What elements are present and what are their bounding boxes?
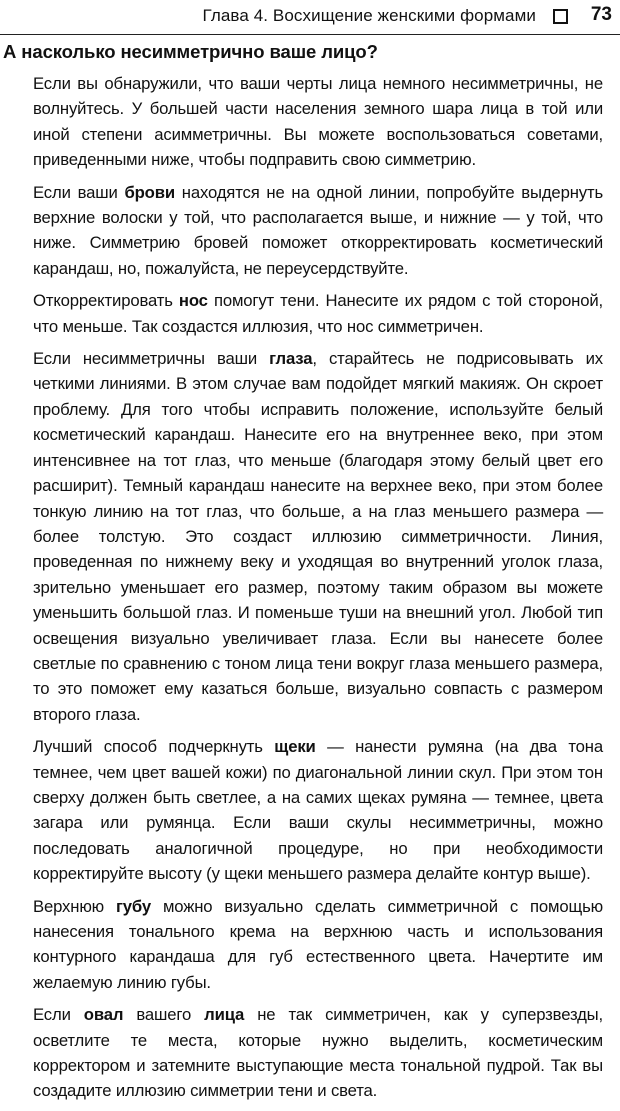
- keyword-bold: нос: [178, 291, 208, 311]
- paragraph-text: , старайтесь не подрисовывать их четкими линиями. В этом случае вам подойдет мягкий макияж. Он скроет проблему. Для того чтобы исправить положение, используйте белый косметический карандаш. Нанесите его на внутреннее веко, при этом интенсивнее на тот глаз, что меньше (благодаря этому белый цвет его расширит). Темный карандаш нанесите на верхнее веко, при этом более тонкую линию на тот глаз, что больше, а на глаз меньшего размера — более толстую. Это создаст иллюзию симметричности. Линия, проведенная по нижнему веку и уходящая во внутренний уголок глаза, зрительно уменьшает его размер, поэтому таким образом вы можете уменьшить большой глаз. И поменьше туши на внешний угол. Любой тип освещения визуально увеличивает глаза. Если вы нанесете более светлые по сравнению с тоном лица тени вокруг глаза меньшего размера, то это поможет ему казаться больше, визуально совпасть с размером второго глаза.: [33, 349, 603, 724]
- paragraph-text: можно визуально сделать симметричной с помощью нанесения тонального крема на верхнюю часть и использования контурного карандаша для губ естественного цвета. Начертите им желаемую линию губы.: [33, 896, 603, 992]
- paragraph-text: помогут тени. Нанесите их рядом с той стороной, что меньше. Так создастся иллюзия, что нос симметричен.: [33, 291, 603, 336]
- keyword-bold: овал: [83, 1005, 124, 1025]
- paragraph-lips: [33, 894, 603, 996]
- paragraph-text: не так симметричен, как у суперзвезды, осветлите те места, которые нужно выделить, косметическим корректором и затемните выступающие места тональной пудрой. Так вы создадите иллюзию симметрии тени и света.: [33, 1005, 604, 1101]
- keyword-bold: лица: [204, 1005, 245, 1025]
- paragraph-text: Если: [33, 1005, 84, 1025]
- square-bullet-icon: [553, 9, 568, 24]
- keyword-bold: глаза: [269, 349, 313, 369]
- paragraph-text: находятся не на одной линии, попробуйте выдернуть верхние волоски у той, что располагается выше, и нижние — у той, что ниже. Симметрию бровей поможет откорректировать косметический карандаш, но, пожалуйста, не переусердствуйте.: [33, 182, 603, 278]
- section-title: А насколько несимметрично ваше лицо?: [3, 41, 378, 62]
- paragraph-face-oval: [33, 1002, 603, 1104]
- paragraph-text: Если несимметричны ваши: [33, 349, 270, 369]
- keyword-bold: губу: [116, 896, 151, 916]
- keyword-bold: брови: [124, 182, 175, 202]
- body-text: [33, 71, 603, 1111]
- paragraph-text: — нанести румяна (на два тона темнее, чем цвет вашей кожи) по диагональной линии скул. При этом тон сверху должен быть светлее, а на самих щеках румяна — темнее, цвета загара или румянца. Если ваши скулы несимметричны, можно последовать аналогичной процедуре, но при необходимости корректируйте высоту (у щеки меньшего размера делайте контур выше).: [33, 737, 604, 884]
- paragraph-eyebrows: [33, 180, 603, 282]
- paragraph-eyes: [33, 346, 603, 727]
- paragraph-text: Откорректировать: [33, 291, 179, 311]
- paragraph-text: Лучший способ подчеркнуть: [33, 737, 275, 757]
- paragraph-intro: [33, 71, 603, 173]
- running-head-chapter: Глава 4. Восхищение женскими формами: [202, 6, 536, 25]
- page-header: [0, 0, 620, 35]
- paragraph-text: Верхнюю: [33, 896, 116, 916]
- paragraph-cheeks: [33, 734, 603, 886]
- paragraph-text: вашего: [123, 1005, 205, 1025]
- keyword-bold: щеки: [274, 737, 316, 757]
- paragraph-text: Если ваши: [33, 182, 125, 202]
- paragraph-text: Если вы обнаружили, что ваши черты лица немного несимметричны, не волнуйтесь. У большей части населения земного шара лица в той или иной степени асимметричны. Вы можете воспользоваться советами, приведенными ниже, чтобы подправить свою симметрию.: [33, 74, 603, 170]
- paragraph-nose: [33, 288, 603, 339]
- page-number: 73: [590, 4, 612, 25]
